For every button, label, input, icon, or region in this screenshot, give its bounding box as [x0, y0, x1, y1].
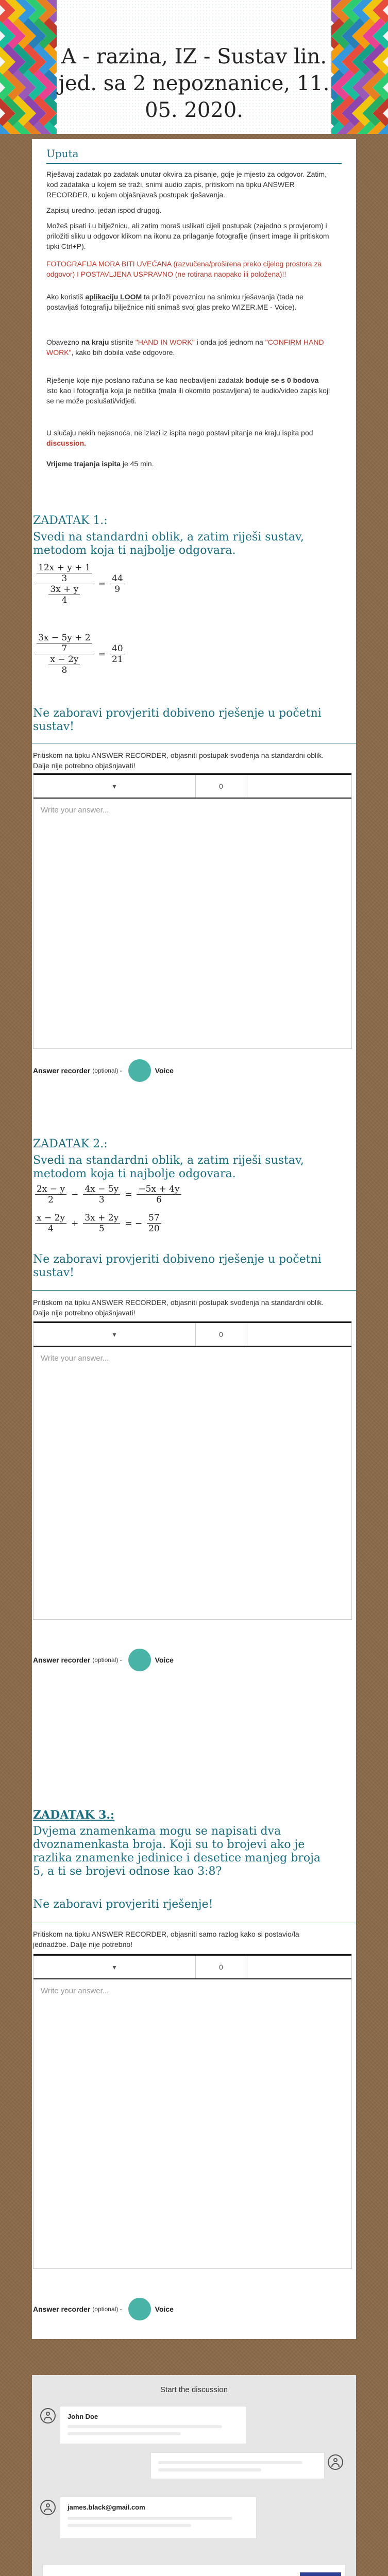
minus-sign: − [71, 1189, 79, 1200]
task-2-prompt: Svedi na standardni oblik, a zatim riješi sustav, metodom koja ti najbolje odgovara. [33, 1154, 304, 1180]
task-3-answer-input[interactable]: Write your answer... [41, 1987, 109, 1995]
voice-label: Voice [155, 1656, 174, 1664]
instruction-p5-text: Ako koristiš [46, 293, 86, 301]
eq2-num-den: 7 [61, 643, 68, 654]
editor-toolbar [33, 1954, 351, 1979]
voice-label: Voice [155, 2305, 174, 2313]
task-3-prompt: Dvjema znamenkama mogu se napisati dva dvoznamenkasta broja. Koji su to brojevi ako je razlika znamenke jedinice i desetice manjeg broja 5, a ti se brojevi odnose kao 3:8? [33, 1825, 321, 1878]
voice-label: Voice [155, 1066, 174, 1075]
message-text-placeholder [158, 2468, 261, 2471]
eq1-a-num: 2x − y [35, 1184, 66, 1195]
eq1-b-den: 3 [98, 1195, 105, 1205]
task-2-answer-instruction: Pritiskom na tipku ANSWER RECORDER, objasniti postupak svođenja na standardni oblik. Dalje nije potrebno objašnjavati! [33, 1298, 324, 1317]
task-2-note: Ne zaboravi provjeriti dobiveno rješenje u početni sustav! [33, 1253, 322, 1279]
eq1-den-den: 4 [61, 595, 68, 605]
user-avatar-icon [40, 2408, 56, 2424]
header-banner [0, 0, 388, 134]
task-1-answer-input[interactable]: Write your answer... [41, 806, 109, 815]
discussion-heading: Start the discussion [160, 2385, 228, 2394]
instruction-p6-hand-in: "HAND IN WORK" [135, 338, 195, 346]
discussion-panel [32, 2375, 356, 2576]
instruction-p4-warning: FOTOGRAFIJA MORA BITI UVEĆANA (razvučena/proširena preko cijelog prostora za odgovor) I POSTAVLJENA USPRAVNO (ne rotirana naopako ili položena)!! [46, 260, 322, 278]
recorder-optional: (optional) - [92, 1656, 122, 1664]
loom-link[interactable]: aplikaciju LOOM [85, 293, 142, 301]
task-2-answer-input[interactable]: Write your answer... [41, 1354, 109, 1363]
recorder-label: Answer recorder [33, 1656, 91, 1664]
task-3-heading: ZADATAK 3.: [33, 1808, 115, 1822]
eq1-c-den: 6 [156, 1195, 162, 1205]
eq1-num-den: 3 [61, 573, 68, 584]
task-1-answer-recorder [33, 1059, 174, 1082]
worksheet-content [32, 139, 356, 2339]
record-button[interactable] [128, 1059, 151, 1082]
size-select[interactable]: 0 [195, 1323, 247, 1346]
task-3-note: Ne zaboravi provjeriti rješenje! [33, 1898, 213, 1911]
eq1-num-num: 12x + y + 1 [37, 563, 92, 573]
instruction-p7 [46, 375, 330, 406]
task-2-divider [32, 1290, 356, 1291]
header-center [57, 0, 331, 134]
page-title: A - razina, IZ - Sustav lin. jed. sa 2 nepoznanice, 11. 05. 2020. [58, 45, 330, 122]
task-1-equation-2 [33, 633, 127, 675]
editor-toolbar [33, 773, 351, 799]
instruction-p5-text-end: ta priloži poveznicu na snimku rješavanja (tada ne postavljaš fotografiju bilježnice niti snimaš svoj glas preko WIZER.ME - Voice). [46, 293, 303, 311]
equals-sign: = [98, 579, 106, 589]
chevron-pattern-left [0, 0, 57, 134]
task-2-equation-2 [33, 1213, 163, 1234]
discussion-compose [42, 2565, 346, 2576]
task-2-heading: ZADATAK 2.: [33, 1138, 108, 1150]
user-avatar-icon [40, 2500, 56, 2515]
eq1-a-den: 2 [48, 1195, 54, 1205]
message-text-placeholder [158, 2461, 302, 2464]
task-2-answer-recorder [33, 1649, 174, 1671]
eq1-c-num: −5x + 4y [137, 1184, 181, 1195]
instruction-p6-a: Obavezno [46, 338, 81, 346]
instruction-p1: Rješavaj zadatak po zadatak unutar okvira za pisanje, gdje je mjesto za odgovor. Zatim, kod zadataka u kojem se traži, snimi audio zapis, pritiskom na tipku ANSWER RECORDER, u kojem objašnjavaš postupak rješavanja. [46, 170, 327, 199]
instruction-p6 [46, 337, 330, 358]
instruction-p6-e: i onda još jednom na [194, 338, 265, 346]
recorder-label: Answer recorder [33, 1066, 91, 1075]
instruction-p8-a: U slučaju nekih nejasnoća, ne izlazi iz ispita nego postavi pitanje na kraju ispita pod [46, 429, 313, 437]
editor-toolbar [33, 1321, 351, 1347]
record-button[interactable] [128, 1649, 151, 1671]
message-text-placeholder [68, 2432, 181, 2435]
eq2-b-num: 3x + 2y [83, 1213, 120, 1224]
recorder-optional: (optional) - [92, 2306, 122, 2313]
size-select[interactable]: 0 [195, 775, 247, 798]
instruction-p2: Zapisuj uredno, jedan ispod drugog. [46, 206, 162, 214]
eq1-den-num: 3x + y [48, 584, 80, 595]
send-button[interactable] [300, 2572, 341, 2576]
message-author: John Doe [68, 2413, 98, 2420]
task-2-answer-editor [33, 1321, 352, 1620]
message-text-placeholder [68, 2524, 191, 2527]
task-2-equation-1 [33, 1184, 183, 1205]
chevron-pattern-right [331, 0, 388, 134]
task-1-answer-editor [33, 773, 352, 1049]
format-select[interactable]: ▾ [33, 775, 196, 798]
eq1-b-num: 4x − 5y [83, 1184, 120, 1195]
instruction-p6-g: , kako bih dobila vaše odgovore. [71, 348, 175, 357]
message-text-placeholder [68, 2425, 222, 2428]
task-1-answer-instruction: Pritiskom na tipku ANSWER RECORDER, objasniti postupak svođenja na standardni oblik. Dalje nije potrebno objašnjavati! [33, 751, 324, 770]
instruction-p6-b: na kraju [81, 338, 109, 346]
user-avatar-icon [328, 2454, 343, 2470]
exam-duration-value: je 45 min. [120, 460, 154, 468]
recorder-optional: (optional) - [92, 1067, 122, 1074]
instruction-p8 [46, 428, 330, 448]
eq2-c-num: 57 [147, 1213, 161, 1224]
instruction-p5 [46, 292, 330, 312]
eq2-b-den: 5 [98, 1224, 105, 1234]
format-select[interactable]: ▾ [33, 1323, 196, 1346]
discussion-message-3 [60, 2497, 257, 2539]
eq2-num-num: 3x − 5y + 2 [37, 633, 92, 643]
task-3-answer-instruction: Pritiskom na tipku ANSWER RECORDER, objasniti samo razlog kako si postavio/la jednadžbe. Dalje nije potrebno! [33, 1930, 299, 1948]
eq2-a-num: x − 2y [35, 1213, 66, 1224]
format-select[interactable]: ▾ [33, 1956, 196, 1978]
instruction-p7-a: Rješenje koje nije poslano računa se kao neobavljeni zadatak [46, 376, 246, 384]
instruction-p3: Možeš pisati i u bilježnicu, ali zatim moraš uslikati cijeli postupak (zajedno s provjerom) i priložiti sliku u odgovor klikom na ikonu za prilaganje fotografije (insert image ili pritiskom tipki Ctrl+P). [46, 222, 329, 250]
recorder-label: Answer recorder [33, 2305, 91, 2313]
instructions-heading: Uputa [46, 147, 342, 164]
task-3-answer-recorder [33, 2298, 174, 2320]
exam-duration-label: Vrijeme trajanja ispita [46, 460, 121, 468]
discussion-message-2 [150, 2452, 325, 2479]
instruction-p6-c: stisnite [109, 338, 136, 346]
eq2-a-den: 4 [48, 1224, 54, 1234]
eq1-rhs-num: 44 [110, 573, 125, 584]
eq2-den-num: x − 2y [48, 654, 80, 665]
equals-sign: = − [125, 1218, 143, 1229]
task-1-heading: ZADATAK 1.: [33, 514, 108, 527]
size-select[interactable]: 0 [195, 1956, 247, 1978]
eq1-rhs-den: 9 [114, 584, 121, 595]
discussion-message-1 [60, 2406, 246, 2444]
message-author: james.black@gmail.com [68, 2503, 145, 2511]
eq2-c-den: 20 [148, 1224, 160, 1234]
task-3-answer-editor [33, 1954, 352, 2269]
task-1-equation-1 [33, 563, 127, 605]
equals-sign: = [125, 1189, 132, 1200]
instruction-p9 [46, 459, 330, 469]
eq2-den-den: 8 [61, 665, 68, 675]
record-button[interactable] [128, 2298, 151, 2320]
eq2-rhs-den: 21 [112, 654, 123, 665]
instruction-p7-c: isto kao i fotografija koja je nečitka (mala ili okomito postavljena) te audio/video zapis koji se ne može poslušati/vidjeti. [46, 386, 330, 405]
eq2-rhs-num: 40 [110, 643, 125, 654]
message-text-placeholder [68, 2517, 232, 2520]
instruction-p8-discussion: discussion. [46, 439, 87, 447]
task-1-prompt: Svedi na standardni oblik, a zatim riješi sustav, metodom koja ti najbolje odgovara. [33, 531, 304, 557]
plus-sign: + [71, 1218, 79, 1229]
task-1-note: Ne zaboravi provjeriti dobiveno rješenje u početni sustav! [33, 707, 322, 733]
equals-sign: = [98, 649, 106, 659]
instruction-p6-confirm: "CONFIRM HAND WORK" [46, 338, 324, 357]
instruction-p7-b: boduje se s 0 bodova [245, 376, 319, 384]
